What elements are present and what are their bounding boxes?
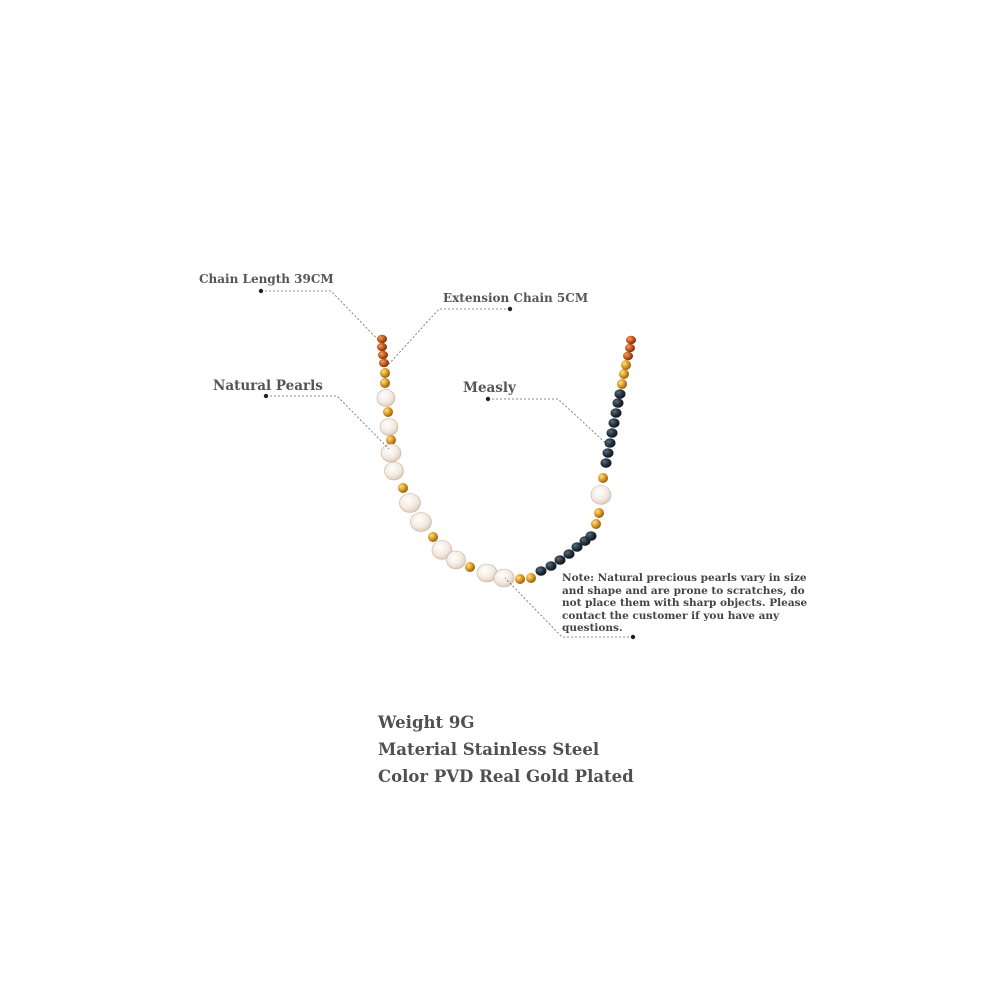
orange-bead <box>377 335 387 343</box>
dark-bead <box>601 458 612 468</box>
dark-bead <box>536 566 547 576</box>
orange-bead <box>626 336 636 344</box>
gold-bead <box>619 369 629 379</box>
gold-bead <box>594 508 604 518</box>
pearl-bead <box>591 486 611 505</box>
dark-bead <box>615 389 626 399</box>
measly-label: Measly <box>463 380 516 396</box>
chain-length-label: Chain Length 39CM <box>199 272 334 286</box>
dark-bead <box>613 398 624 408</box>
gold-bead <box>383 407 393 417</box>
orange-bead <box>377 343 387 351</box>
spec-material: Material Stainless Steel <box>378 740 600 759</box>
gold-bead <box>428 532 438 542</box>
gold-bead <box>598 473 608 483</box>
pearl-bead <box>381 444 401 462</box>
extension-chain-label: Extension Chain 5CM <box>443 291 589 305</box>
dark-bead <box>605 438 616 448</box>
necklace-beads <box>377 335 636 587</box>
dark-bead <box>603 448 614 458</box>
pearl-bead <box>385 462 404 480</box>
dark-bead <box>607 428 618 438</box>
gold-bead <box>526 573 536 583</box>
gold-bead <box>398 483 408 493</box>
extension-chain-leader <box>389 309 510 364</box>
gold-bead <box>591 519 601 529</box>
orange-bead <box>623 352 633 360</box>
orange-bead <box>378 351 388 359</box>
spec-color: Color PVD Real Gold Plated <box>378 767 634 786</box>
pearl-bead <box>411 513 432 532</box>
measly-leader <box>488 399 611 448</box>
pearl-bead <box>447 551 466 569</box>
gold-bead <box>465 562 475 572</box>
gold-bead <box>386 435 396 445</box>
gold-bead <box>617 379 627 389</box>
pearl-bead <box>400 494 421 513</box>
gold-bead <box>380 368 390 378</box>
dark-bead <box>546 561 557 571</box>
orange-bead <box>379 359 389 367</box>
pearl-bead <box>380 419 398 436</box>
dark-bead <box>564 549 575 559</box>
natural-pearls-leader <box>266 396 389 449</box>
gold-bead <box>380 378 390 388</box>
chain-length-leader <box>261 291 385 347</box>
gold-bead <box>515 574 525 584</box>
dark-bead <box>611 408 622 418</box>
gold-bead <box>621 360 631 370</box>
spec-weight: Weight 9G <box>378 713 475 732</box>
pearl-bead <box>377 390 395 407</box>
care-note: Note: Natural precious pearls vary in size and shape and are prone to scratches, do not place them with sharp objects. Please contact the customer if you have any questions. <box>562 572 808 635</box>
dark-bead <box>555 555 566 565</box>
dark-bead <box>609 418 620 428</box>
natural-pearls-label: Natural Pearls <box>213 378 323 394</box>
orange-bead <box>625 344 635 352</box>
dark-bead <box>586 531 597 541</box>
